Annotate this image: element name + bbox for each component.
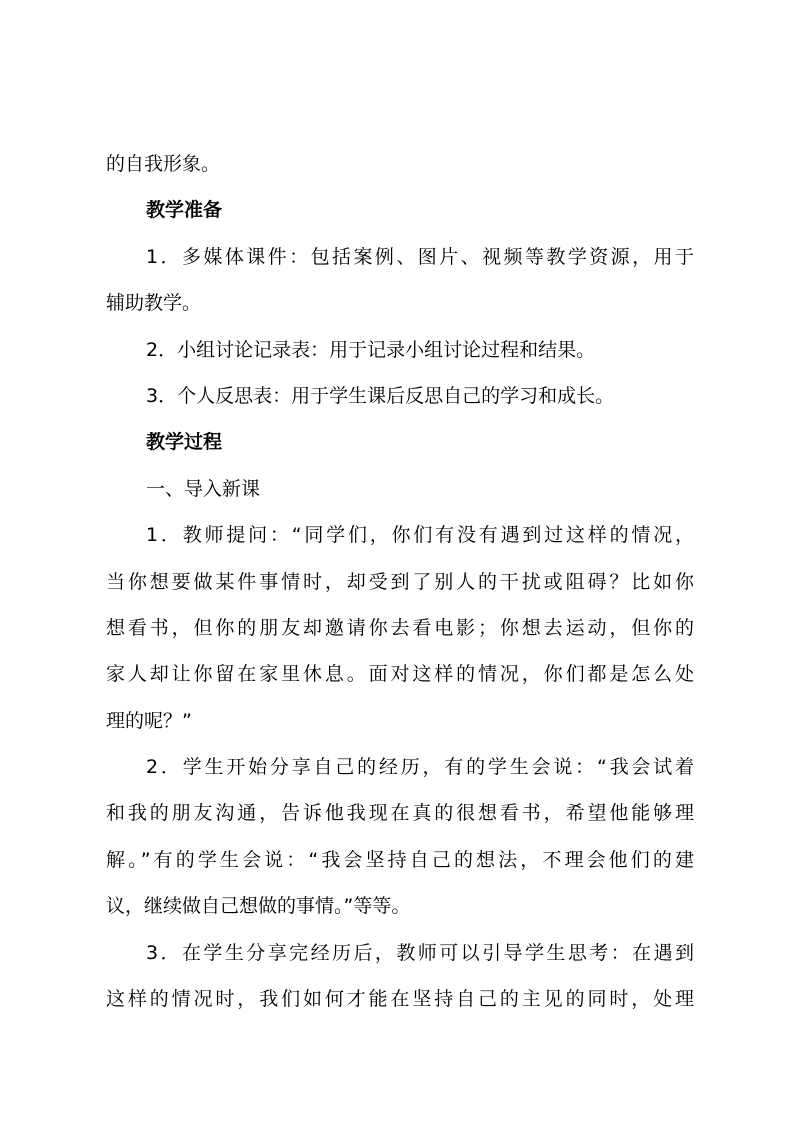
text-line: 1．教师提问：“同学们，你们有没有遇到过这样的情况，	[146, 524, 694, 547]
text-line: 的自我形象。	[106, 153, 221, 175]
text-line: 1．多媒体课件：包括案例、图片、视频等教学资源，用于	[146, 245, 694, 268]
text-line: 理的呢？”	[106, 709, 192, 732]
text-line: 议，继续做自己想做的事情。”等等。	[106, 895, 411, 918]
subsection-heading: 一、导入新课	[146, 477, 261, 500]
text-line: 当你想要做某件事情时，却受到了别人的干扰或阻碍？比如你	[106, 570, 694, 593]
document-body	[106, 141, 694, 1022]
text-line: 2．小组讨论记录表：用于记录小组讨论过程和结果。	[146, 338, 596, 361]
text-line: 辅助教学。	[106, 292, 202, 315]
section-heading-preparation: 教学准备	[146, 199, 223, 222]
text-line: 2．学生开始分享自己的经历，有的学生会说：“我会试着	[146, 756, 694, 779]
text-line: 和我的朋友沟通，告诉他我现在真的很想看书，希望他能够理	[106, 802, 694, 825]
section-heading-process: 教学过程	[146, 431, 223, 454]
text-line: 家人却让你留在家里休息。面对这样的情况，你们都是怎么处	[106, 663, 694, 686]
text-line: 这样的情况时，我们如何才能在坚持自己的主见的同时，处理	[106, 988, 694, 1011]
text-line: 3．在学生分享完经历后，教师可以引导学生思考：在遇到	[146, 941, 694, 964]
text-line: 3．个人反思表：用于学生课后反思自己的学习和成长。	[146, 384, 615, 407]
text-line: 解。”有的学生会说：“我会坚持自己的想法，不理会他们的建	[106, 848, 694, 871]
text-line: 想看书，但你的朋友却邀请你去看电影；你想去运动，但你的	[106, 616, 694, 639]
